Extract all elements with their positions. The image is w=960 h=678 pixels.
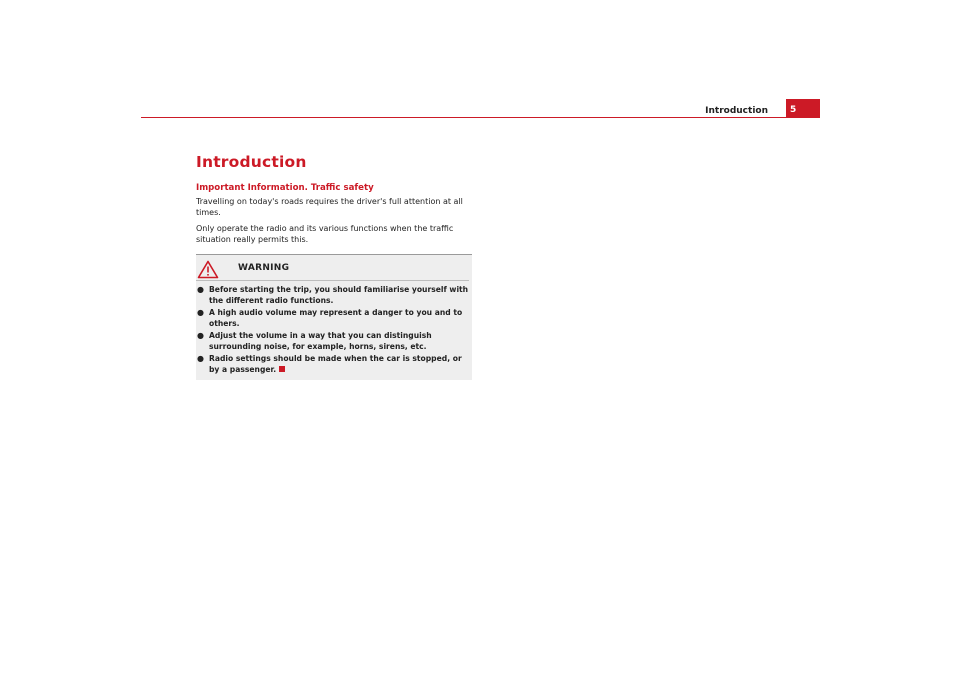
warning-item [197, 307, 469, 329]
warning-item [197, 284, 469, 306]
warning-item [197, 353, 469, 375]
header-section-title: Introduction [705, 106, 768, 116]
warning-item [197, 330, 469, 352]
bullet-icon: ● [197, 285, 204, 294]
warning-item-text: Adjust the volume in a way that you can distinguish surrounding noise, for example, horns, sirens, etc. [209, 331, 432, 351]
warning-list [196, 284, 469, 375]
main-content [196, 152, 472, 380]
bullet-icon: ● [197, 331, 204, 340]
warning-box [196, 254, 472, 380]
warning-item-text: A high audio volume may represent a danger to you and to others. [209, 308, 463, 328]
warning-triangle-icon [197, 260, 219, 279]
warning-header [196, 258, 469, 281]
section-heading: Important Information. Traffic safety [196, 183, 374, 193]
bullet-icon: ● [197, 308, 204, 317]
warning-item-text: Radio settings should be made when the car is stopped, or by a passenger. [209, 354, 462, 374]
end-of-section-icon [279, 366, 285, 372]
warning-label: WARNING [238, 263, 290, 273]
warning-item-text: Before starting the trip, you should familiarise yourself with the different radio functions. [209, 285, 469, 305]
page-title: Introduction [196, 153, 307, 171]
bullet-icon: ● [197, 354, 204, 363]
paragraph-2: Only operate the radio and its various functions when the traffic situation really permits this. [196, 224, 454, 244]
paragraph-1: Travelling on today's roads requires the driver's full attention at all times. [196, 197, 463, 217]
warning-item-wrap [209, 353, 469, 375]
header-rule [141, 117, 820, 118]
page-number-badge: 5 [786, 99, 820, 118]
